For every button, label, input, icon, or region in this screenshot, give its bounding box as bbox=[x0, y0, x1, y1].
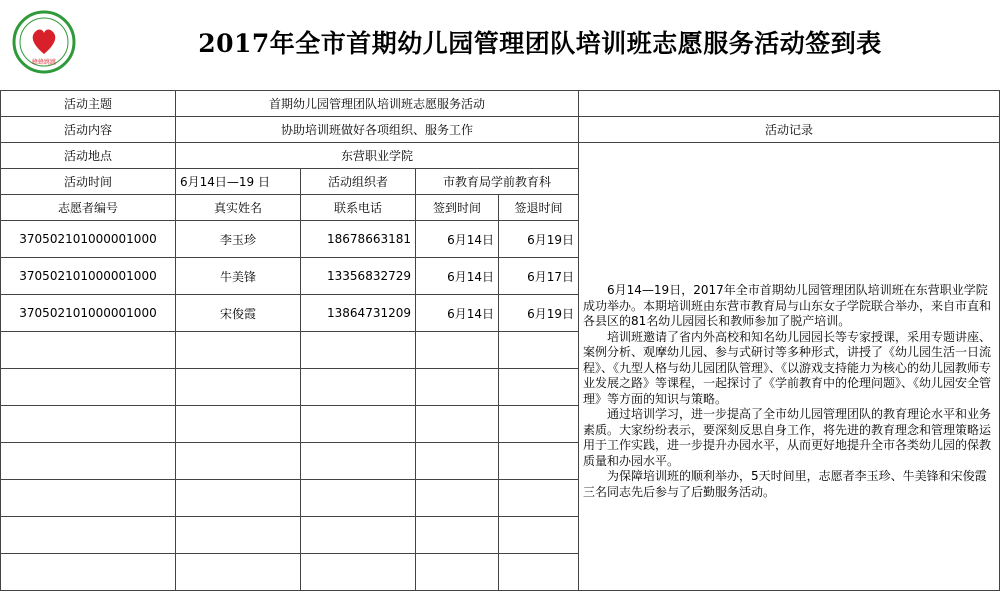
header-name: 真实姓名 bbox=[176, 195, 301, 221]
logo-text: 蜂蜂跳跳 bbox=[31, 59, 57, 66]
cell-volunteer-no: 370502101000001000 bbox=[1, 221, 176, 258]
cell-name: 宋俊霞 bbox=[176, 295, 301, 332]
record-top-cell bbox=[579, 91, 1000, 117]
header-sign-in: 签到时间 bbox=[416, 195, 499, 221]
label-record: 活动记录 bbox=[579, 117, 1000, 143]
cell-sign-in: 6月14日 bbox=[416, 295, 499, 332]
record-paragraph: 为保障培训班的顺利举办，5天时间里，志愿者李玉珍、牛美锋和宋俊霞三名同志先后参与了后勤服务活动。 bbox=[583, 469, 987, 499]
record-paragraph: 培训班邀请了省内外高校和知名幼儿园园长等专家授课，采用专题讲座、案例分析、观摩幼儿园、参与式研讨等多种形式，讲授了《幼儿园生活一日流程》、《九型人格与幼儿园团队管理》、《以游戏支持能力为核心的幼儿园教师专业发展之路》等课程，一起探讨了《学前教育中的伦理问题》、《幼儿园安全管理》等方面的知识与策略。 bbox=[583, 329, 992, 406]
label-content: 活动内容 bbox=[1, 117, 176, 143]
label-time: 活动时间 bbox=[1, 169, 176, 195]
label-theme: 活动主题 bbox=[1, 91, 176, 117]
value-organizer: 市教育局学前教育科 bbox=[416, 169, 579, 195]
cell-phone: 13356832729 bbox=[301, 258, 416, 295]
cell-sign-out: 6月19日 bbox=[499, 295, 579, 332]
association-logo bbox=[12, 10, 76, 74]
cell-volunteer-no: 370502101000001000 bbox=[1, 258, 176, 295]
cell-phone: 13864731209 bbox=[301, 295, 416, 332]
cell-phone: 18678663181 bbox=[301, 221, 416, 258]
value-location: 东营职业学院 bbox=[176, 143, 579, 169]
header-sign-out: 签退时间 bbox=[499, 195, 579, 221]
sign-in-table bbox=[0, 90, 1000, 591]
record-paragraph: 6月14—19日，2017年全市首期幼儿园管理团队培训班在东营职业学院成功举办。本期培训班由东营市教育局与山东女子学院联合举办，来自市直和各县区的81名幼儿园园长和教师参加了脱产培训。 bbox=[583, 283, 992, 328]
label-location: 活动地点 bbox=[1, 143, 176, 169]
cell-sign-out: 6月19日 bbox=[499, 221, 579, 258]
cell-sign-out: 6月17日 bbox=[499, 258, 579, 295]
record-paragraph: 通过培训学习，进一步提高了全市幼儿园管理团队的教育理论水平和业务素质。大家纷纷表示，要深刻反思自身工作，将先进的教育理念和管理策略运用于工作实践，进一步提升办园水平，从而更好地提升全市各类幼儿园的保教质量和办园水平。 bbox=[583, 407, 992, 468]
header-volunteer-no: 志愿者编号 bbox=[1, 195, 176, 221]
title-bar bbox=[0, 0, 1000, 88]
value-time: 6月14日—19 日 bbox=[176, 169, 301, 195]
header-phone: 联系电话 bbox=[301, 195, 416, 221]
page-title: 2017年全市首期幼儿园管理团队培训班志愿服务活动签到表 bbox=[198, 29, 882, 58]
label-organizer: 活动组织者 bbox=[301, 169, 416, 195]
value-content: 协助培训班做好各项组织、服务工作 bbox=[176, 117, 579, 143]
value-theme: 首期幼儿园管理团队培训班志愿服务活动 bbox=[176, 91, 579, 117]
cell-volunteer-no: 370502101000001000 bbox=[1, 295, 176, 332]
cell-sign-in: 6月14日 bbox=[416, 221, 499, 258]
cell-name: 牛美锋 bbox=[176, 258, 301, 295]
record-cell bbox=[579, 143, 1000, 591]
cell-sign-in: 6月14日 bbox=[416, 258, 499, 295]
cell-name: 李玉珍 bbox=[176, 221, 301, 258]
